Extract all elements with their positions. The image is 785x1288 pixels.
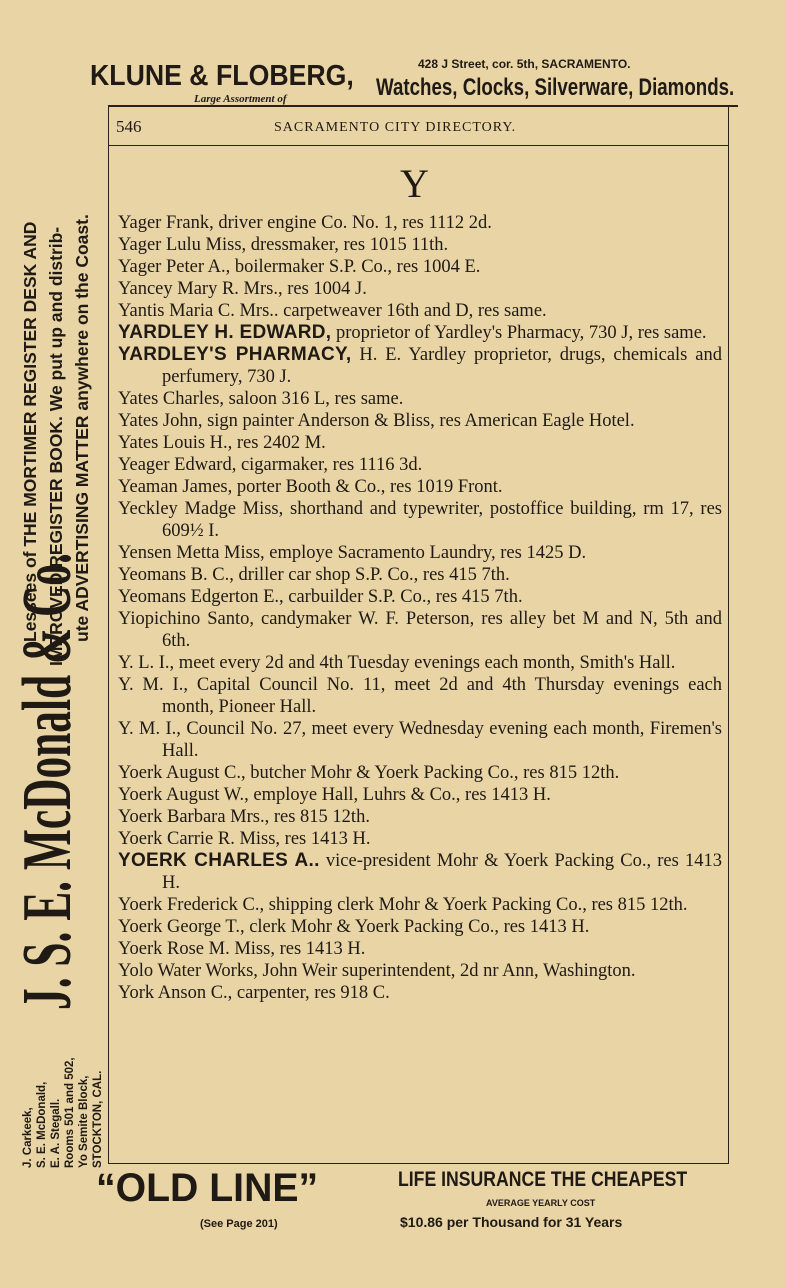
- entry-text: Yeager Edward, cigarmaker, res 1116 3d.: [118, 455, 423, 475]
- side-ad-line-1: Lessees of THE MORTIMER REGISTER DESK AND: [20, 221, 40, 642]
- directory-entry: [118, 608, 722, 652]
- entry-text: Yates Louis H., res 2402 M.: [118, 433, 326, 453]
- top-rule: [108, 105, 738, 107]
- side-ad-small-line: J. Carkeek,: [22, 1107, 34, 1168]
- directory-entry: [118, 916, 722, 938]
- entry-text: Yoerk George T., clerk Mohr & Yoerk Packing Co., res 1413 H.: [118, 917, 590, 937]
- frame-bottom: [108, 1163, 728, 1164]
- entry-lead: YARDLEY'S PHARMACY,: [118, 344, 352, 365]
- ad-cost-label: AVERAGE YEARLY COST: [486, 1198, 596, 1208]
- directory-entry: [118, 300, 722, 322]
- side-ad-small-line: Rooms 501 and 502,: [64, 1057, 76, 1168]
- entry-text: Yolo Water Works, John Weir superintendent, 2d nr Ann, Washington.: [118, 961, 636, 981]
- entry-text: Yensen Metta Miss, employe Sacramento Laundry, res 1425 D.: [118, 543, 587, 563]
- entry-text: Yoerk Carrie R. Miss, res 1413 H.: [118, 829, 371, 849]
- directory-entry: [118, 564, 722, 586]
- directory-entry: [118, 806, 722, 828]
- entry-text: York Anson C., carpenter, res 918 C.: [118, 983, 390, 1003]
- entry-text: Yoerk Frederick C., shipping clerk Mohr & Yoerk Packing Co., res 815 12th.: [118, 895, 688, 915]
- entry-text: Yoerk August C., butcher Mohr & Yoerk Packing Co., res 815 12th.: [118, 763, 620, 783]
- ad-assortment: Large Assortment of: [194, 93, 287, 105]
- frame-left: [108, 107, 109, 1164]
- directory-entry: [118, 256, 722, 278]
- entry-text: proprietor of Yardley's Pharmacy, 730 J, res same.: [331, 323, 707, 343]
- directory-entry: [118, 828, 722, 850]
- directory-entry: [118, 322, 722, 344]
- entry-text: Yager Lulu Miss, dressmaker, res 1015 11th.: [118, 235, 449, 255]
- directory-entry: [118, 982, 722, 1004]
- directory-entry: [118, 586, 722, 608]
- entry-text: Yates John, sign painter Anderson & Bliss, res American Eagle Hotel.: [118, 411, 635, 431]
- frame-right: [728, 107, 729, 1164]
- entry-text: Yager Peter A., boilermaker S.P. Co., res 1004 E.: [118, 257, 481, 277]
- side-advertisement: [0, 0, 106, 1180]
- ad-goods: Watches, Clocks, Silverware, Diamonds.: [376, 74, 735, 101]
- ad-price: $10.86 per Thousand for 31 Years: [400, 1214, 623, 1230]
- running-title: SACRAMENTO CITY DIRECTORY.: [274, 120, 517, 135]
- entry-text: Yoerk Rose M. Miss, res 1413 H.: [118, 939, 366, 959]
- directory-entry: [118, 234, 722, 256]
- bottom-advertisement: [96, 1166, 736, 1238]
- directory-entry: [118, 542, 722, 564]
- side-ad-small-line: E. A. Stegall.: [50, 1098, 62, 1168]
- directory-entry: [118, 960, 722, 982]
- entry-text: Yancey Mary R. Mrs., res 1004 J.: [118, 279, 367, 299]
- entry-text: Yeckley Madge Miss, shorthand and typewriter, postoffice building, rm 17, res 609½ I.: [118, 499, 722, 541]
- entry-lead: YOERK CHARLES A..: [118, 850, 320, 871]
- directory-entry: [118, 432, 722, 454]
- directory-entry: [118, 476, 722, 498]
- entry-text: vice-president Mohr & Yoerk Packing Co., res 1413 H.: [162, 851, 722, 893]
- directory-entry: [118, 410, 722, 432]
- page-number: 546: [116, 117, 142, 136]
- directory-entry: [118, 894, 722, 916]
- directory-entry: [118, 674, 722, 718]
- ad-see-page: (See Page 201): [200, 1218, 278, 1230]
- ad-firm-name: KLUNE & FLOBERG,: [90, 60, 354, 92]
- ad-slogan: LIFE INSURANCE THE CHEAPEST: [398, 1168, 688, 1191]
- side-ad-small-line: Yo Semite Block,: [78, 1075, 90, 1168]
- side-ad-brand: J. S. E. McDonald & Co.: [9, 553, 86, 1010]
- directory-entry: [118, 652, 722, 674]
- page-header: [108, 117, 728, 141]
- directory-entry: [118, 344, 722, 388]
- entry-text: Yoerk August W., employe Hall, Luhrs & Co., res 1413 H.: [118, 785, 551, 805]
- entry-text: Yeomans Edgerton E., carbuilder S.P. Co., res 415 7th.: [118, 587, 523, 607]
- entry-text: Y. M. I., Council No. 27, meet every Wednesday evening each month, Firemen's Hall.: [118, 719, 722, 761]
- top-advertisement: [90, 52, 740, 108]
- entry-text: Yeaman James, porter Booth & Co., res 1019 Front.: [118, 477, 503, 497]
- side-ad-small-line: STOCKTON, CAL.: [92, 1070, 104, 1168]
- side-ad-line-2: IMPROVED REGISTER BOOK. We put up and distrib-: [46, 226, 66, 666]
- entry-text: Yager Frank, driver engine Co. No. 1, res 1112 2d.: [118, 213, 492, 233]
- directory-entry: [118, 784, 722, 806]
- directory-entry: [118, 762, 722, 784]
- directory-entry: [118, 850, 722, 894]
- entry-text: Yates Charles, saloon 316 L, res same.: [118, 389, 404, 409]
- entry-text: Y. M. I., Capital Council No. 11, meet 2d and 4th Thursday evenings each month, Pioneer Hall.: [118, 675, 722, 717]
- directory-entries: [118, 212, 722, 1004]
- header-rule: [108, 145, 728, 146]
- entry-text: H. E. Yardley proprietor, drugs, chemicals and perfumery, 730 J.: [162, 345, 722, 387]
- side-ad-line-3: ute ADVERTISING MATTER anywhere on the Coast.: [72, 214, 92, 642]
- entry-text: Yiopichino Santo, candymaker W. F. Peterson, res alley bet M and N, 5th and 6th.: [118, 609, 722, 651]
- entry-text: Yoerk Barbara Mrs., res 815 12th.: [118, 807, 370, 827]
- directory-entry: [118, 278, 722, 300]
- directory-entry: [118, 498, 722, 542]
- directory-entry: [118, 718, 722, 762]
- entry-text: Y. L. I., meet every 2d and 4th Tuesday evenings each month, Smith's Hall.: [118, 653, 676, 673]
- section-letter: Y: [400, 161, 429, 206]
- entry-text: Yeomans B. C., driller car shop S.P. Co., res 415 7th.: [118, 565, 510, 585]
- side-ad-small-line: S. E. McDonald,: [36, 1081, 48, 1168]
- ad-address: 428 J Street, cor. 5th, SACRAMENTO.: [418, 57, 631, 71]
- ad-old-line: “OLD LINE”: [96, 1166, 319, 1210]
- entry-text: Yantis Maria C. Mrs.. carpetweaver 16th and D, res same.: [118, 301, 547, 321]
- directory-entry: [118, 454, 722, 476]
- directory-entry: [118, 212, 722, 234]
- directory-entry: [118, 938, 722, 960]
- directory-entry: [118, 388, 722, 410]
- entry-lead: YARDLEY H. EDWARD,: [118, 322, 332, 343]
